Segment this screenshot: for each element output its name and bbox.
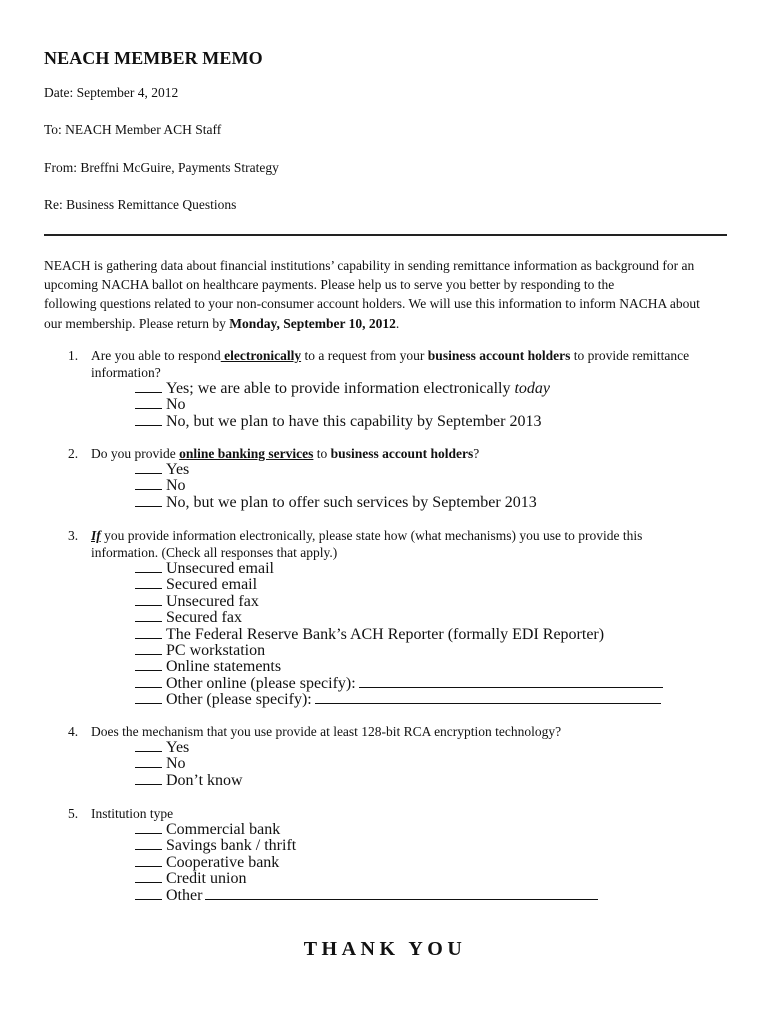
memo-to: To: NEACH Member ACH Staff <box>44 122 222 137</box>
memo-from: From: Breffni McGuire, Payments Strategy <box>44 160 279 175</box>
checkbox-blank[interactable] <box>135 627 162 639</box>
option-label: Yes; we are able to provide information electronically <box>166 380 515 397</box>
question-text-part: to provide remittance <box>570 348 690 363</box>
answer-option[interactable] <box>135 822 598 838</box>
answer-option[interactable] <box>135 740 243 756</box>
option-label: Other online (please specify): <box>166 674 356 692</box>
checkbox-blank[interactable] <box>135 888 162 900</box>
option-label: No, but we plan to offer such services by September 2013 <box>166 493 537 511</box>
checkbox-blank[interactable] <box>135 643 162 655</box>
checkbox-blank[interactable] <box>135 610 162 622</box>
checkbox-blank[interactable] <box>135 462 162 474</box>
question-text <box>91 348 731 381</box>
option-label: Unsecured email <box>166 560 274 577</box>
question-number: 5. <box>68 806 79 821</box>
question-1-options <box>135 381 550 430</box>
answer-option[interactable] <box>135 414 550 430</box>
option-label: Secured email <box>166 576 258 594</box>
question-text-part: to a request from your <box>301 348 428 363</box>
checkbox-blank[interactable] <box>135 594 162 606</box>
header-divider <box>44 234 727 236</box>
option-label: Cooperative bank <box>166 853 280 871</box>
answer-option[interactable] <box>135 888 598 904</box>
return-deadline: Monday, September 10, 2012 <box>229 315 396 331</box>
checkbox-blank[interactable] <box>135 381 162 393</box>
checkbox-blank[interactable] <box>135 478 162 490</box>
question-text-part: Do you provide <box>91 446 180 461</box>
checkbox-blank[interactable] <box>135 495 162 507</box>
answer-option[interactable] <box>135 381 550 397</box>
option-label-emphasis: today <box>514 380 551 397</box>
checkbox-blank[interactable] <box>135 756 162 768</box>
option-label: Unsecured fax <box>166 592 259 610</box>
emphasis-online-banking: online banking services <box>179 446 314 461</box>
intro-line: NEACH is gathering data about financial institutions’ capability in sending remittance information as background for an <box>44 258 695 273</box>
checkbox-blank[interactable] <box>135 740 162 752</box>
question-number: 3. <box>68 528 79 543</box>
option-label: The Federal Reserve Bank’s ACH Reporter (formally EDI Reporter) <box>166 625 605 643</box>
emphasis-electronically: electronically <box>220 348 302 363</box>
answer-option[interactable] <box>135 478 537 494</box>
thank-you-footer: THANK YOU <box>303 938 467 960</box>
answer-option[interactable] <box>135 838 598 854</box>
emphasis-business-account-holders: business account holders <box>427 348 571 363</box>
option-label: Yes <box>166 461 190 478</box>
answer-option[interactable] <box>135 594 663 610</box>
memo-date: Date: September 4, 2012 <box>44 85 179 100</box>
memo-title: NEACH MEMBER MEMO <box>44 48 263 68</box>
option-label: Don’t know <box>166 771 243 789</box>
answer-option[interactable] <box>135 659 663 675</box>
intro-line: following questions related to your non-consumer account holders. We will use this information to inform NACHA about <box>44 296 700 312</box>
checkbox-blank[interactable] <box>135 414 162 426</box>
option-label: Credit union <box>166 870 247 888</box>
option-label: Online statements <box>166 658 282 676</box>
checkbox-blank[interactable] <box>135 561 162 573</box>
specify-field[interactable] <box>359 676 663 688</box>
answer-option[interactable] <box>135 397 550 413</box>
memo-re: Re: Business Remittance Questions <box>44 197 237 212</box>
question-number: 1. <box>68 348 79 363</box>
answer-option[interactable] <box>135 462 537 478</box>
emphasis-business-account-holders: business account holders <box>330 446 474 461</box>
question-4-options <box>135 740 243 789</box>
answer-option[interactable] <box>135 773 243 789</box>
option-label: PC workstation <box>166 641 266 659</box>
question-text-part: ? <box>473 446 480 461</box>
question-text-part: Does the mechanism that you use provide at least 128-bit RCA encryption technology? <box>91 724 562 739</box>
question-text-part: to <box>313 446 331 461</box>
intro-line: upcoming NACHA ballot on healthcare payments. Please help us to serve you better by responding to the <box>44 277 615 293</box>
question-number: 2. <box>68 446 79 461</box>
intro-text: . <box>395 315 400 331</box>
option-label: Other (please specify): <box>166 691 312 709</box>
emphasis-if: If <box>91 528 101 543</box>
checkbox-blank[interactable] <box>135 855 162 867</box>
specify-field[interactable] <box>315 692 661 704</box>
option-label: Other <box>166 886 203 904</box>
answer-option[interactable] <box>135 756 243 772</box>
checkbox-blank[interactable] <box>135 577 162 589</box>
question-text-part: Institution type <box>91 806 174 821</box>
answer-option[interactable] <box>135 561 663 577</box>
checkbox-blank[interactable] <box>135 692 162 704</box>
answer-option[interactable] <box>135 871 598 887</box>
option-label: No <box>166 477 186 495</box>
answer-option[interactable] <box>135 643 663 659</box>
option-label: Commercial bank <box>166 821 281 838</box>
intro-line <box>44 314 734 333</box>
answer-option[interactable] <box>135 855 598 871</box>
question-number: 4. <box>68 724 79 739</box>
question-text <box>91 528 731 561</box>
option-label: Yes <box>166 739 190 756</box>
checkbox-blank[interactable] <box>135 871 162 883</box>
checkbox-blank[interactable] <box>135 659 162 671</box>
checkbox-blank[interactable] <box>135 676 162 688</box>
option-label: No <box>166 755 186 773</box>
intro-paragraph <box>44 256 734 333</box>
answer-option[interactable] <box>135 627 663 643</box>
checkbox-blank[interactable] <box>135 773 162 785</box>
option-label: Savings bank / thrift <box>166 837 297 855</box>
option-label: Secured fax <box>166 609 242 627</box>
checkbox-blank[interactable] <box>135 838 162 850</box>
option-label: No <box>166 396 186 414</box>
answer-option[interactable] <box>135 692 663 708</box>
checkbox-blank[interactable] <box>135 822 162 834</box>
question-text-part: information? <box>91 364 161 380</box>
question-text-part: information. (Check all responses that apply.) <box>91 544 338 560</box>
question-text-part: you provide information electronically, please state how (what mechanisms) you use to provide this <box>100 528 643 543</box>
question-text-part: Are you able to respond <box>91 348 221 363</box>
option-label: No, but we plan to have this capability by September 2013 <box>166 412 542 430</box>
question-2-options <box>135 462 537 511</box>
specify-field[interactable] <box>205 888 598 900</box>
answer-option[interactable] <box>135 676 663 692</box>
answer-option[interactable] <box>135 495 537 511</box>
intro-text: our membership. Please return by <box>44 315 230 331</box>
answer-option[interactable] <box>135 610 663 626</box>
checkbox-blank[interactable] <box>135 397 162 409</box>
question-5-options <box>135 822 598 904</box>
question-3-options <box>135 561 663 709</box>
answer-option[interactable] <box>135 577 663 593</box>
